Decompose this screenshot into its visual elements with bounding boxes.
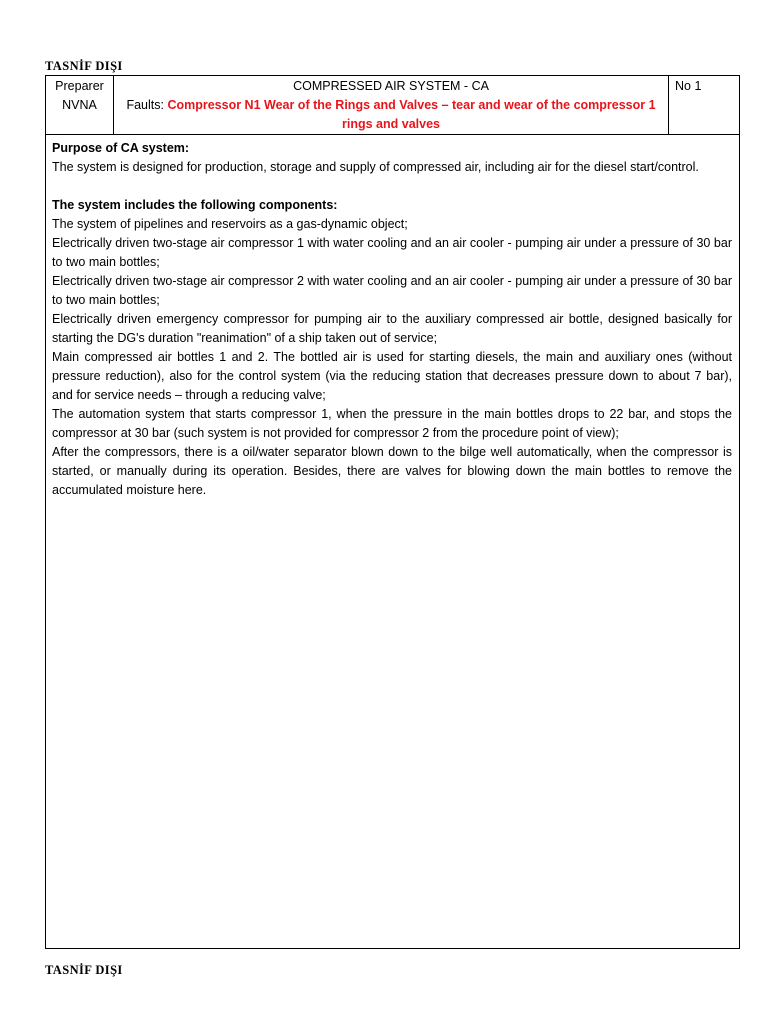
component-item: Electrically driven two-stage air compressor 1 with water cooling and an air cooler - pumping air under a pressure of 30 bar to two main bottles;	[52, 236, 732, 269]
body-row	[46, 135, 740, 949]
component-item: Electrically driven two-stage air compressor 2 with water cooling and an air cooler - pumping air under a pressure of 30 bar to two main bottles;	[52, 274, 732, 307]
faults-label: Faults:	[126, 98, 164, 112]
component-item: After the compressors, there is a oil/water separator blown down to the bilge well automatically, when the compressor is started, or manually during its operation. Besides, there are valves for blowing down the main bottles to remove the accumulated moisture here.	[52, 445, 732, 497]
paragraph-spacer	[52, 177, 732, 196]
title-cell	[114, 76, 669, 135]
components-heading: The system includes the following components:	[52, 198, 338, 212]
document-form	[45, 75, 740, 949]
faults-line	[114, 96, 668, 134]
header-row	[46, 76, 740, 135]
component-item: Electrically driven emergency compressor for pumping air to the auxiliary compressed air bottle, designed basically for starting the DG's duration "reanimation" of a ship taken out of service;	[52, 312, 732, 345]
classification-label-bottom: TASNİF DIŞI	[45, 963, 123, 977]
system-title: COMPRESSED AIR SYSTEM - CA	[293, 79, 489, 93]
component-item: The system of pipelines and reservoirs as a gas-dynamic object;	[52, 217, 408, 231]
preparer-value: NVNA	[62, 98, 97, 112]
component-item: Main compressed air bottles 1 and 2. The bottled air is used for starting diesels, the main and auxiliary ones (without pressure reduction), also for the control system (via the reducing station that decreases pressure down to about 7 bar), and for service needs – through a reducing valve;	[52, 350, 732, 402]
purpose-heading: Purpose of CA system:	[52, 141, 190, 155]
preparer-label: Preparer	[55, 79, 104, 93]
component-item: The automation system that starts compressor 1, when the pressure in the main bottles drops to 22 bar, and stops the compressor at 30 bar (such system is not provided for compressor 2 from the procedure point of view);	[52, 407, 732, 440]
purpose-text: The system is designed for production, storage and supply of compressed air, including air for the diesel start/control.	[52, 160, 699, 174]
preparer-cell	[46, 76, 114, 135]
document-number: No 1	[675, 79, 702, 93]
body-cell	[46, 135, 740, 949]
faults-text: Compressor N1 Wear of the Rings and Valves – tear and wear of the compressor 1 rings and valves	[167, 98, 656, 131]
number-cell	[669, 76, 740, 135]
classification-label-top: TASNİF DIŞI	[45, 59, 123, 73]
